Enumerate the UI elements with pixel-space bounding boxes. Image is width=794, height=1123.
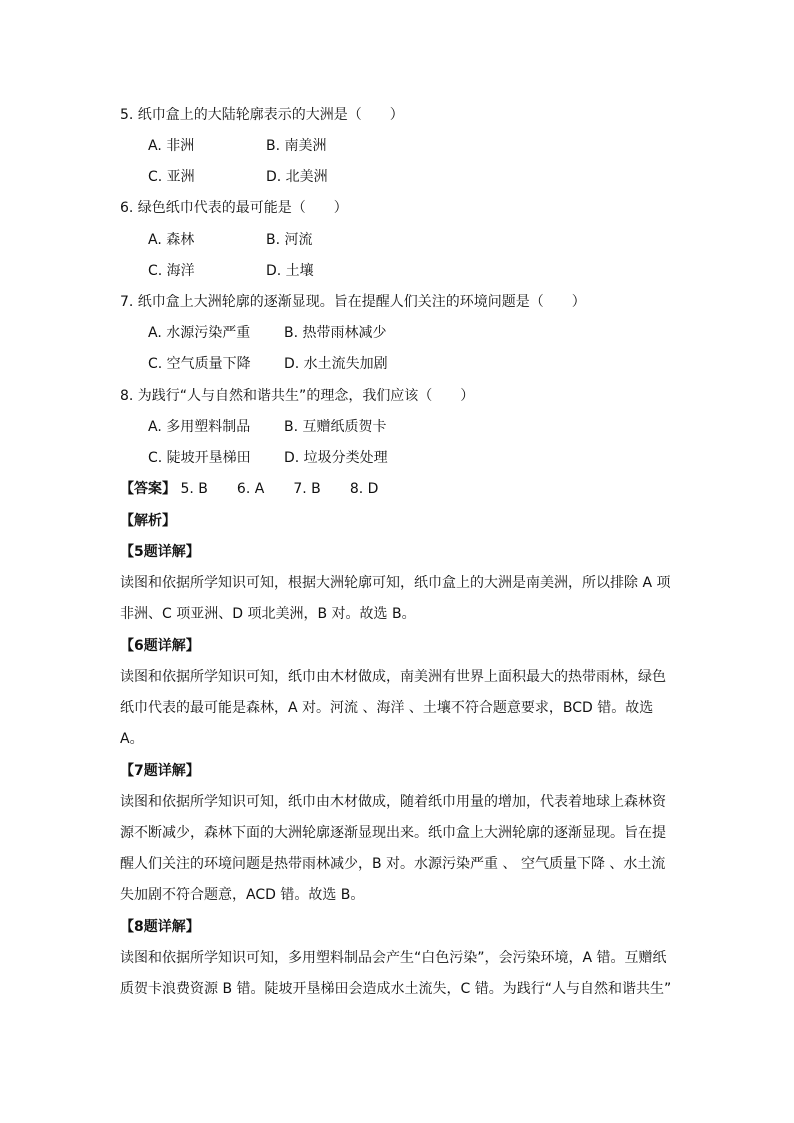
- answer-item-6: 6. A: [236, 481, 265, 497]
- question-5-option-b: B. 南美洲: [266, 138, 327, 154]
- detail-7-line: 读图和依据所学知识可知，纸巾由木材做成，随着纸巾用量的增加，代表着地球上森林资: [120, 794, 666, 810]
- question-8-stem: 8. 为践行“人与自然和谐共生”的理念，我们应该（ ）: [120, 388, 475, 404]
- question-7-stem: 7. 纸巾盒上大洲轮廓的逐渐显现。旨在提醒人们关注的环境问题是（ ）: [120, 294, 586, 310]
- answer-item-7: 7. B: [293, 481, 321, 497]
- question-6-option-c: C. 海洋: [148, 263, 195, 279]
- detail-6-line: A。: [120, 731, 144, 747]
- detail-5-line: 读图和依据所学知识可知，根据大洲轮廓可知，纸巾盒上的大洲是南美洲，所以排除 A 项: [120, 575, 671, 591]
- question-5-option-d: D. 北美洲: [266, 169, 328, 185]
- question-7-option-a: A. 水源污染严重: [148, 325, 251, 341]
- detail-7-line: 源不断减少，森林下面的大洲轮廓逐渐显现出来。纸巾盒上大洲轮廓的逐渐显现。旨在提: [120, 825, 666, 841]
- detail-5-line: 非洲、C 项亚洲、D 项北美洲，B 对。故选 B。: [120, 606, 416, 622]
- question-6-option-a: A. 森林: [148, 232, 195, 248]
- question-6-option-d: D. 土壤: [266, 263, 314, 279]
- question-7-option-c: C. 空气质量下降: [148, 356, 251, 372]
- question-6-stem: 6. 绿色纸巾代表的最可能是（ ）: [120, 200, 348, 216]
- detail-7-line: 失加剧不符合题意，ACD 错。故选 B。: [120, 887, 365, 903]
- question-8-option-b: B. 互赠纸质贺卡: [284, 419, 387, 435]
- answer-line: [120, 478, 378, 498]
- detail-5-heading: 【5题详解】: [120, 544, 200, 560]
- answer-item-5: 5. B: [180, 481, 208, 497]
- detail-8-line: 质贺卡浪费资源 B 错。陡坡开垦梯田会造成水土流失，C 错。为践行“人与自然和谐共生”: [120, 981, 672, 997]
- detail-8-heading: 【8题详解】: [120, 919, 200, 935]
- question-7-option-b: B. 热带雨林减少: [284, 325, 387, 341]
- analysis-heading: 【解析】: [120, 513, 176, 529]
- detail-7-heading: 【7题详解】: [120, 763, 200, 779]
- detail-6-line: 纸巾代表的最可能是森林，A 对。河流 、海洋 、土壤不符合题意要求，BCD 错。故选: [120, 700, 654, 716]
- question-5-option-a: A. 非洲: [148, 138, 195, 154]
- question-6-option-b: B. 河流: [266, 232, 313, 248]
- question-7-option-d: D. 水土流失加剧: [284, 356, 388, 372]
- question-8-option-c: C. 陡坡开垦梯田: [148, 450, 251, 466]
- question-8-option-d: D. 垃圾分类处理: [284, 450, 388, 466]
- question-5-stem: 5. 纸巾盒上的大陆轮廓表示的大洲是（ ）: [120, 107, 404, 123]
- detail-7-line: 醒人们关注的环境问题是热带雨林减少，B 对。水源污染严重 、 空气质量下降 、水土流: [120, 856, 666, 872]
- answer-label: 【答案】: [120, 481, 176, 497]
- detail-6-heading: 【6题详解】: [120, 638, 200, 654]
- detail-8-line: 读图和依据所学知识可知，多用塑料制品会产生“白色污染”，会污染环境，A 错。互赠纸: [120, 950, 667, 966]
- question-8-option-a: A. 多用塑料制品: [148, 419, 251, 435]
- answer-item-8: 8. D: [349, 481, 379, 497]
- detail-6-line: 读图和依据所学知识可知，纸巾由木材做成，南美洲有世界上面积最大的热带雨林，绿色: [120, 669, 666, 685]
- question-5-option-c: C. 亚洲: [148, 169, 195, 185]
